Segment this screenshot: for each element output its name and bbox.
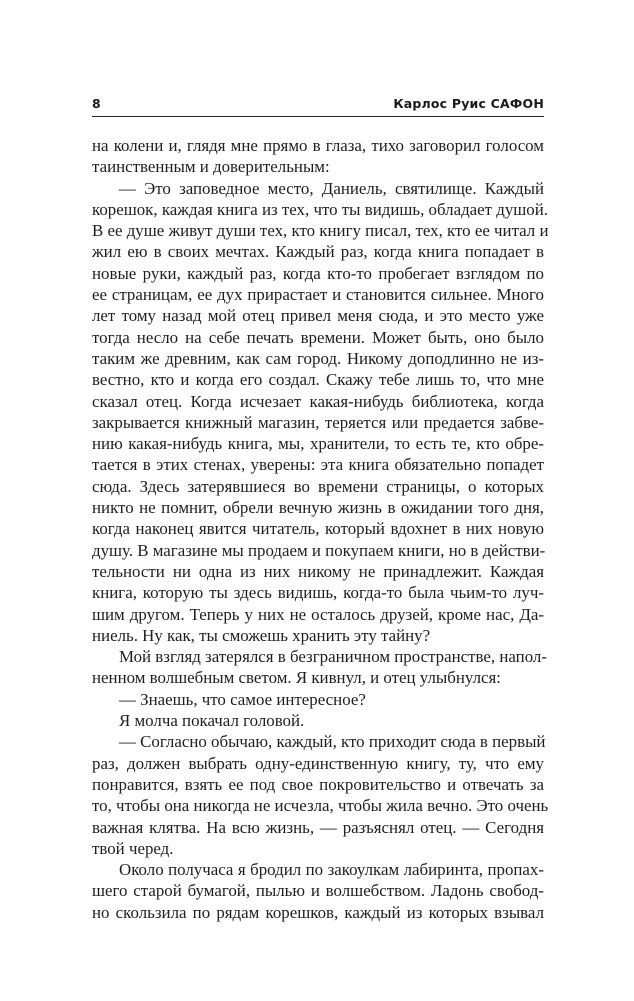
text-line: ненном волшебным светом. Я кивнул, и отец улыбнулся:	[92, 668, 501, 688]
text-line: тельности ни одна из них никому не принадлежит. Каждая	[92, 561, 544, 581]
text-line: таким же древним, как сам город. Никому доподлинно не из-	[92, 348, 544, 368]
text-line: жил ею в своих мечтах. Каждый раз, когда книга попадает в	[92, 242, 544, 262]
text-line: — Знаешь, что самое интересное?	[119, 689, 366, 709]
paragraph	[92, 178, 549, 647]
page-body-text	[92, 135, 549, 923]
text-line: книга, которую ты здесь видишь, когда-то была чьим-то луч-	[92, 583, 544, 603]
text-line: вестно, кто и когда его создал. Скажу тебе лишь то, что мне	[92, 370, 544, 390]
text-line: В ее душе живут души тех, кто книгу писал, тех, кто ее читал и	[92, 221, 549, 241]
text-line: Я молча покачал головой.	[119, 711, 305, 731]
text-line: важная клятва. На всю жизнь, — разъяснял отец. — Сегодня	[92, 817, 544, 837]
text-line: корешок, каждая книга из тех, что ты видишь, обладает душой.	[92, 199, 549, 219]
text-line: то, чтобы она никогда не исчезла, чтобы жила вечно. Это очень	[92, 796, 549, 816]
paragraph	[92, 859, 544, 923]
page-number: 8	[92, 96, 101, 111]
text-line: но скользила по рядам корешков, каждый из которых взывал	[92, 902, 544, 922]
paragraph	[92, 710, 544, 731]
text-line: душу. В магазине мы продаем и покупаем книги, но в действи-	[92, 540, 546, 560]
text-line: нию какая-нибудь книга, мы, хранители, то есть те, кто обре-	[92, 434, 544, 454]
text-line: таинственным и доверительным:	[92, 157, 330, 177]
text-line: когда наконец явится читатель, который вдохнет в них новую	[92, 519, 544, 539]
text-line: никто не помнит, обрели вечную жизнь в ожидании того дня,	[92, 498, 544, 518]
text-line: сюда. Здесь затерявшиеся во времени страницы, о которых	[92, 476, 544, 496]
text-line: шего старой бумагой, пылью и волшебством. Ладонь свобод-	[92, 881, 544, 901]
text-line: раз, должен выбрать одну-единственную книгу, ту, что ему	[92, 753, 544, 773]
text-line: — Это заповедное место, Даниель, святилище. Каждый	[119, 178, 544, 198]
paragraph	[92, 689, 544, 710]
text-line: сказал отец. Когда исчезает какая-нибудь библиотека, когда	[92, 391, 544, 411]
running-title: Карлос Руис САФОН	[393, 96, 544, 111]
text-line: новые руки, каждый раз, когда кто-то пробегает взглядом по	[92, 263, 544, 283]
text-line: твой черед.	[92, 838, 174, 858]
paragraph	[92, 731, 549, 859]
running-header	[92, 94, 544, 117]
text-line: Около получаса я бродил по закоулкам лабиринта, пропах-	[119, 860, 544, 880]
paragraph	[92, 135, 544, 178]
text-line: шим другом. Теперь у них не осталось друзей, кроме нас, Да-	[92, 604, 544, 624]
text-line: понравится, взять ее под свое покровительство и отвечать за	[92, 774, 544, 794]
text-line: тогда несло на себе печать времени. Может быть, оно было	[92, 327, 544, 347]
text-line: — Согласно обычаю, каждый, кто приходит сюда в первый	[119, 732, 546, 752]
text-line: ниель. Ну как, ты сможешь хранить эту тайну?	[92, 625, 431, 645]
paragraph	[92, 646, 547, 689]
text-line: тается в этих стенах, уверены: эта книга обязательно попадет	[92, 455, 544, 475]
text-line: на колени и, глядя мне прямо в глаза, тихо заговорил голосом	[92, 136, 544, 155]
text-line: лет тому назад мой отец привел меня сюда, и это место уже	[92, 306, 544, 326]
text-line: Мой взгляд затерялся в безграничном пространстве, напол-	[119, 647, 547, 667]
text-line: ее страницам, ее дух прирастает и становится сильнее. Много	[92, 285, 544, 305]
text-line: закрывается книжный магазин, теряется или предается забве-	[92, 412, 544, 432]
